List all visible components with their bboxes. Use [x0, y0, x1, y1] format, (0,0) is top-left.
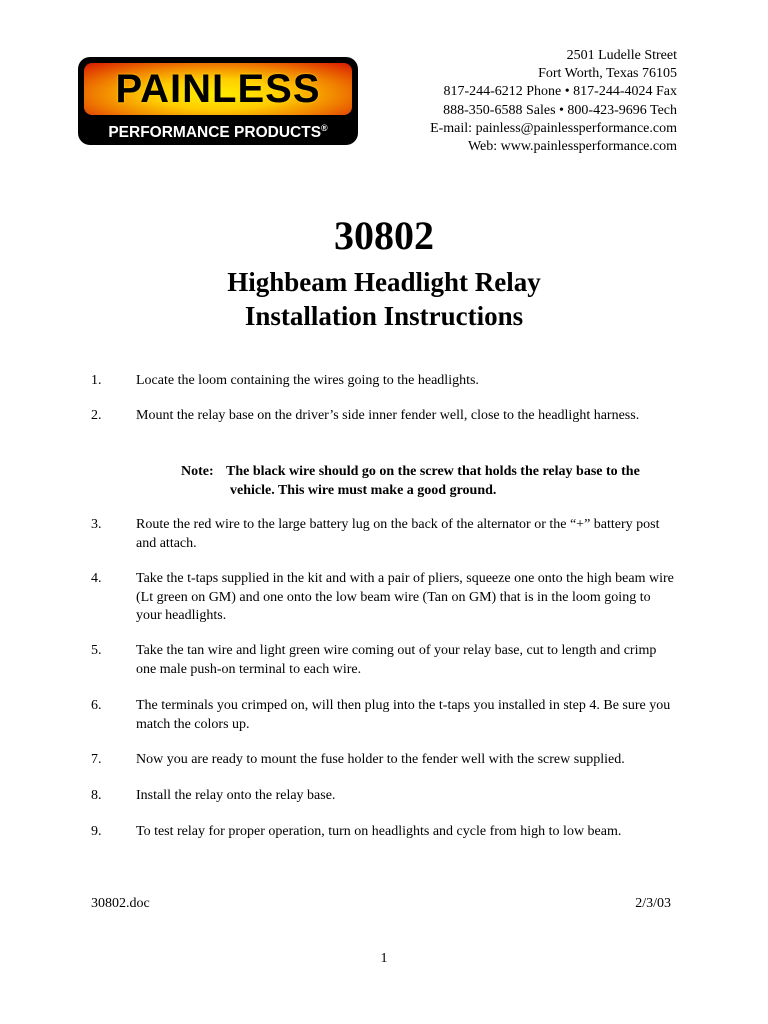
address-city: Fort Worth, Texas 76105 [538, 66, 677, 82]
step-text: The terminals you crimped on, will then plug into the t-taps you installed in step 4. Be sure you match the colors up. [136, 698, 671, 732]
step-number: 1. [91, 373, 102, 388]
company-address [430, 47, 677, 156]
step-text: Install the relay onto the relay base. [136, 788, 336, 803]
note-line-2: vehicle. This wire must make a good ground. [230, 483, 497, 498]
step-number: 2. [91, 408, 102, 423]
step-text: Route the red wire to the large battery lug on the back of the alternator or the “+” battery post and attach. [136, 517, 660, 551]
address-street: 2501 Ludelle Street [566, 48, 677, 63]
note-label: Note: [181, 464, 214, 479]
step-number: 9. [91, 824, 102, 839]
painless-logo [78, 57, 358, 145]
part-number: 30802 [334, 213, 434, 258]
logo-tagline [78, 117, 358, 144]
step-text: Locate the loom containing the wires going to the headlights. [136, 373, 479, 388]
step-text: Take the t-taps supplied in the kit and with a pair of pliers, squeeze one onto the high beam wire (Lt green on GM) and one onto the low beam wire (Tan on GM) that is in the loom going to your headlights. [136, 571, 674, 623]
registered-mark: ® [321, 123, 328, 133]
step-number: 3. [91, 517, 102, 532]
address-phone: 817-244-6212 Phone • 817-244-4024 Fax [443, 84, 677, 100]
step-text: Take the tan wire and light green wire coming out of your relay base, cut to length and crimp one male push-on terminal to each wire. [136, 643, 657, 677]
document-title-line-1: Highbeam Headlight Relay [227, 267, 541, 297]
note-line-1 [181, 462, 691, 481]
footer-date: 2/3/03 [635, 896, 671, 911]
step-text: Now you are ready to mount the fuse holder to the fender well with the screw supplied. [136, 752, 625, 767]
step-number: 7. [91, 752, 102, 767]
step-text: To test relay for proper operation, turn on headlights and cycle from high to low beam. [136, 824, 622, 839]
address-web: Web: www.painlessperformance.com [467, 139, 677, 155]
note-box [181, 462, 691, 500]
note-text-1: The black wire should go on the screw that holds the relay base to the [226, 464, 640, 479]
document-title-line-2: Installation Instructions [244, 301, 524, 331]
logo-tagline-text: PERFORMANCE PRODUCTS [108, 124, 322, 142]
step-text: Mount the relay base on the driver’s side inner fender well, close to the headlight harness. [136, 408, 640, 423]
step-number: 6. [91, 698, 102, 713]
logo-brand-text: PAINLESS [115, 67, 321, 111]
address-email: E-mail: painless@painlessperformance.com [430, 120, 677, 136]
step-number: 4. [91, 571, 102, 586]
step-number: 8. [91, 788, 102, 803]
address-sales: 888-350-6588 Sales • 800-423-9696 Tech [443, 102, 677, 118]
footer-filename: 30802.doc [91, 896, 150, 911]
document-title [0, 265, 768, 333]
step-number: 5. [91, 643, 102, 658]
page-number: 1 [380, 951, 388, 966]
